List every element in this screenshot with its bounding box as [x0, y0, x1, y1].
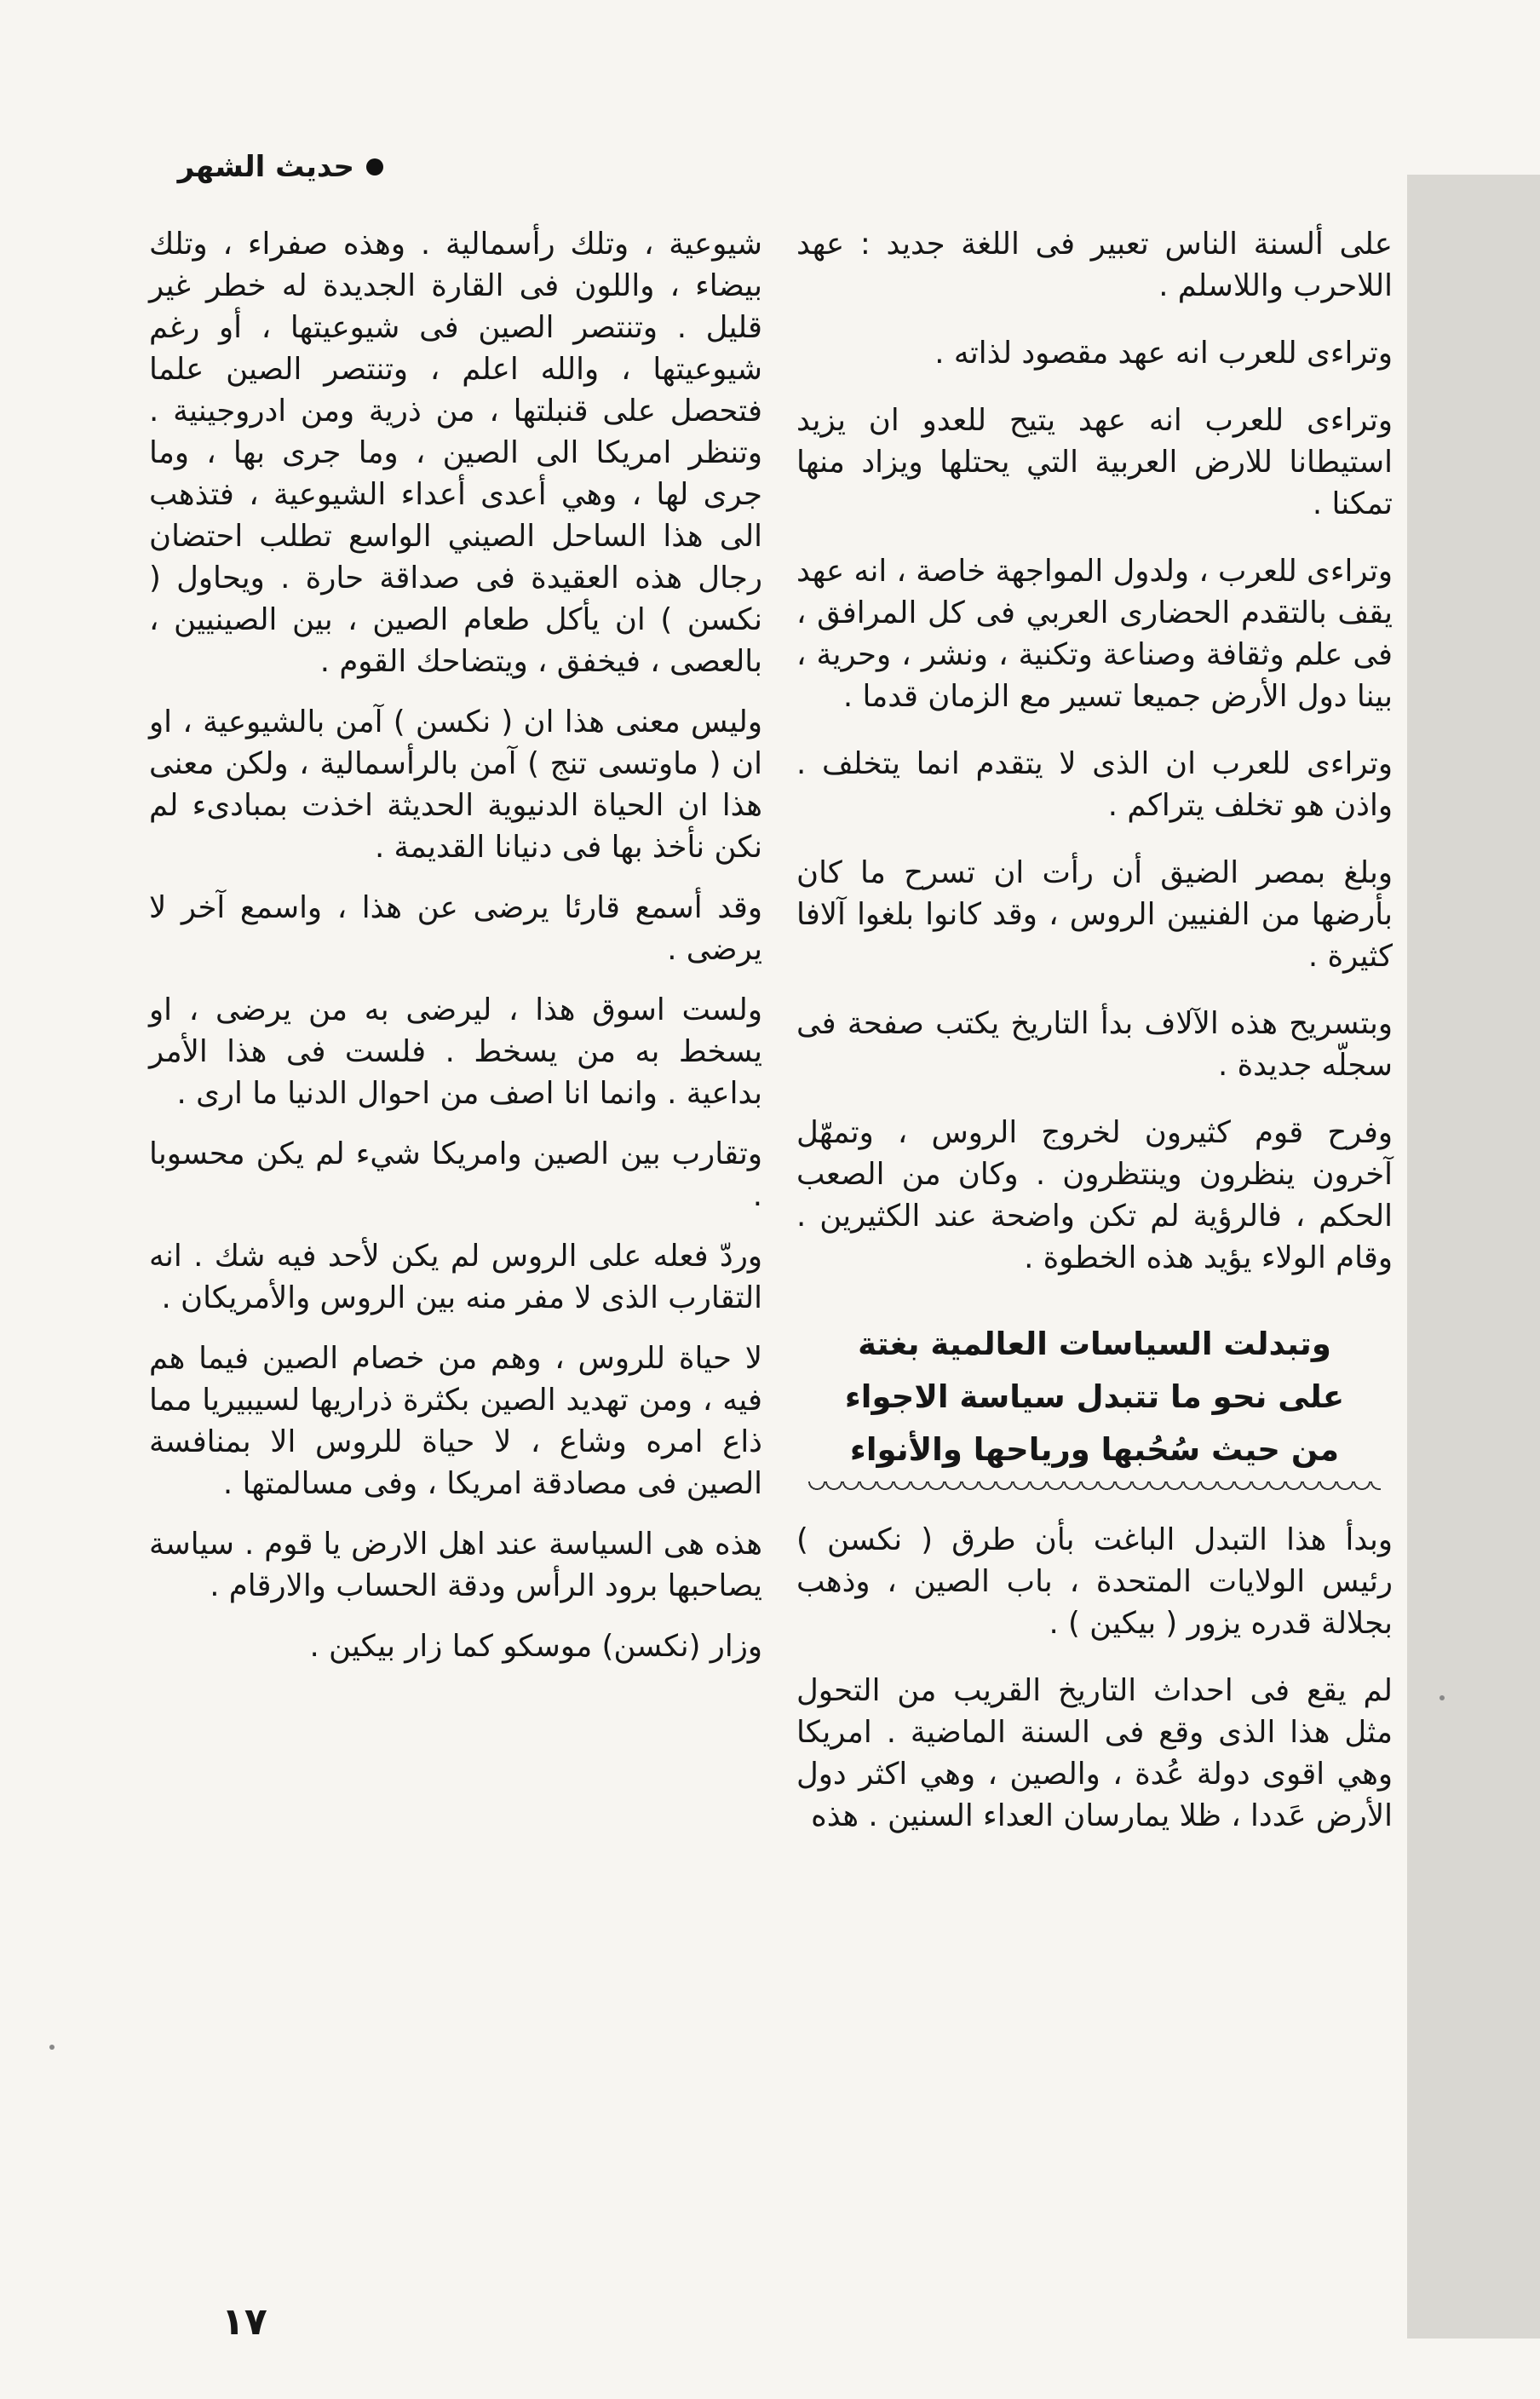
paragraph: ولست اسوق هذا ، ليرضى به من يرضى ، او يسخط به من يسخط . فلست فى هذا الأمر بداعية . وانما انا اصف من احوال الدنيا ما ارى .: [149, 992, 762, 1111]
section-title: حديث الشهر: [177, 150, 354, 184]
paragraph: وفرح قوم كثيرون لخروج الروس ، وتمهّل آخرون ينظرون وينتظرون . وكان من الصعب الحكم ، فالرؤية لم تكن واضحة عند الكثيرين . وقام الولاء يؤيد هذه الخطوة .: [796, 1115, 1393, 1275]
pull-quote-line: وتبدلت السياسات العالمية بغتة: [858, 1326, 1331, 1362]
scan-edge-strip: [1407, 175, 1540, 2339]
left-column: [149, 223, 762, 1686]
paragraph: وزار (نكسن) موسكو كما زار بيكين .: [309, 1629, 762, 1664]
paragraph: لا حياة للروس ، وهم من خصام الصين فيما هم فيه ، ومن تهديد الصين بكثرة ذراريها لسيبيريا مما ذاع امره وشاع ، لا حياة للروس الا بمنافسة الصين فى مصادقة امريكا ، وفى مسالمتها .: [149, 1341, 762, 1501]
right-column: [796, 223, 1393, 1862]
paragraph: وبلغ بمصر الضيق أن رأت ان تسرح ما كان بأرضها من الفنيين الروس ، وقد كانوا بلغوا آلافا كثيرة .: [796, 855, 1393, 974]
paragraph: وتراءى للعرب ، ولدول المواجهة خاصة ، انه عهد يقف بالتقدم الحضارى العربي فى كل المرافق ، فى علم وثقافة وصناعة وتكنية ، ونشر ، وحرية ، بينا دول الأرض جميعا تسير مع الزمان قدما .: [796, 554, 1393, 714]
paragraph: وليس معنى هذا ان ( نكسن ) آمن بالشيوعية ، او ان ( ماوتسى تنج ) آمن بالرأسمالية ، ولكن معنى هذا ان الحياة الدنيوية الحديثة اخذت بمبادىء لم نكن نأخذ بها فى دنيانا القديمة .: [149, 705, 762, 865]
scan-speck: [49, 2045, 55, 2050]
section-header: [119, 143, 383, 191]
paragraph: وردّ فعله على الروس لم يكن لأحد فيه شك . انه التقارب الذى لا مفر منه بين الروس والأمريكان .: [149, 1239, 762, 1315]
paragraph: شيوعية ، وتلك رأسمالية . وهذه صفراء ، وتلك بيضاء ، واللون فى القارة الجديدة له خطر غير قليل . وتنتصر الصين فى شيوعيتها ، أو رغم شيوعيتها ، والله اعلم ، وتنتصر الصين علما فتحصل على قنبلتها ، من ذرية ومن ادروجينية . وتنظر امريكا الى الصين ، وما جرى بها ، وما جرى لها ، وهي أعدى أعداء الشيوعية ، فتذهب الى هذا الساحل الصيني الواسع تطلب احتضان رجال هذه العقيدة فى صداقة حارة . ويحاول ( نكسن ) ان يأكل طعام الصين ، بين الصينيين ، بالعصى ، فيخفق ، ويتضاحك القوم .: [149, 227, 762, 679]
paragraph: وتراءى للعرب ان الذى لا يتقدم انما يتخلف . واذن هو تخلف يتراكم .: [796, 746, 1393, 823]
paragraph: وتراءى للعرب انه عهد يتيح للعدو ان يزيد استيطانا للارض العربية التي يحتلها ويزاد منها تمكنا .: [796, 403, 1393, 521]
paragraph: وتقارب بين الصين وامريكا شيء لم يكن محسوبا .: [149, 1136, 762, 1213]
pull-quote-line: من حيث سُحُبها ورياحها والأنواء: [849, 1431, 1340, 1468]
paragraph: وقد أسمع قارئا يرضى عن هذا ، واسمع آخر لا يرضى .: [149, 890, 762, 967]
wavy-divider: [808, 1481, 1381, 1499]
paragraph: وبدأ هذا التبدل الباغت بأن طرق ( نكسن ) رئيس الولايات المتحدة ، باب الصين ، وذهب بجلالة قدره يزور ( بيكين ) .: [796, 1522, 1393, 1641]
paragraph: وتراءى للعرب انه عهد مقصود لذاته .: [934, 336, 1393, 371]
scan-speck: [1439, 1695, 1445, 1700]
pull-quote-line: على نحو ما تتبدل سياسة الاجواء: [844, 1378, 1345, 1415]
paragraph: على ألسنة الناس تعبير فى اللغة جديد : عهد اللاحرب واللاسلم .: [796, 227, 1393, 303]
paragraph: وبتسريح هذه الآلاف بدأ التاريخ يكتب صفحة فى سجلّه جديدة .: [796, 1006, 1393, 1083]
paragraph: لم يقع فى احداث التاريخ القريب من التحول مثل هذا الذى وقع فى السنة الماضية . امريكا وهي اقوى دولة عُدة ، والصين ، وهي اكثر دول الأرض عَددا ، ظلا يمارسان العداء السنين . هذه: [796, 1673, 1393, 1833]
bullet-icon: [366, 158, 383, 175]
pull-quote: [796, 1318, 1393, 1499]
paragraph: هذه هى السياسة عند اهل الارض يا قوم . سياسة يصاحبها برود الرأس ودقة الحساب والارقام .: [149, 1527, 762, 1603]
page-number: ١٧: [221, 2300, 267, 2344]
